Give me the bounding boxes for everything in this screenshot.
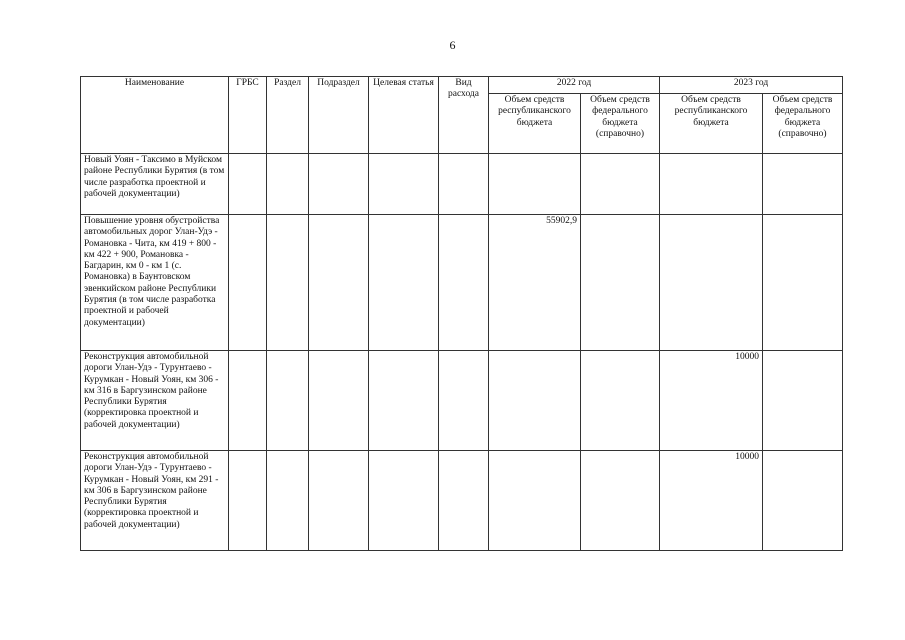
- cell-grbs: [229, 215, 267, 351]
- cell-2022-republic: [489, 451, 581, 551]
- table-row: [81, 351, 843, 451]
- cell-2023-federal: [763, 154, 843, 215]
- page-number: 6: [449, 38, 456, 52]
- header-2022-republic-funds: Объем средств республиканского бюджета: [489, 94, 581, 154]
- cell-target-article: [369, 451, 439, 551]
- header-subsection: Подраздел: [309, 77, 369, 154]
- cell-section: [267, 154, 309, 215]
- cell-2022-republic: [489, 154, 581, 215]
- row-name: Реконструкция автомобильной дороги Улан-Удэ - Турунтаево - Курумкан - Новый Уоян, км 291 - км 306 в Баргузинском районе Республики Бурятия (корректировка проектной и рабочей документации): [81, 451, 229, 551]
- header-2022-federal-funds: Объем средств федерального бюджета (справочно): [581, 94, 660, 154]
- cell-expense-type: [439, 154, 489, 215]
- cell-section: [267, 451, 309, 551]
- cell-2023-federal: [763, 215, 843, 351]
- cell-2023-federal: [763, 351, 843, 451]
- header-section: Раздел: [267, 77, 309, 154]
- cell-target-article: [369, 154, 439, 215]
- cell-target-article: [369, 215, 439, 351]
- cell-subsection: [309, 351, 369, 451]
- cell-2023-republic: 10000: [660, 351, 763, 451]
- row-name: Повышение уровня обустройства автомобильных дорог Улан-Удэ - Романовка - Чита, км 419 + 800 - км 422 + 900, Романовка - Багдарин, км 0 - км 1 (с. Романовка) в Баунтовском эвенкийском районе Республики Бурятия (в том числе разработка проектной и рабочей документации): [81, 215, 229, 351]
- header-2023-republic-funds: Объем средств республиканского бюджета: [660, 94, 763, 154]
- row-name: Реконструкция автомобильной дороги Улан-Удэ - Турунтаево - Курумкан - Новый Уоян, км 306 - км 316 в Баргузинском районе Республики Бурятия (корректировка проектной и рабочей документации): [81, 351, 229, 451]
- cell-expense-type: [439, 451, 489, 551]
- cell-subsection: [309, 215, 369, 351]
- cell-2023-republic: [660, 215, 763, 351]
- cell-expense-type: [439, 215, 489, 351]
- cell-expense-type: [439, 351, 489, 451]
- budget-table: [80, 76, 843, 551]
- cell-2022-federal: [581, 215, 660, 351]
- cell-subsection: [309, 154, 369, 215]
- table-row: [81, 154, 843, 215]
- header-year-2022: 2022 год: [489, 77, 660, 94]
- header-name: Наименование: [81, 77, 229, 154]
- header-year-2023: 2023 год: [660, 77, 843, 94]
- cell-2022-federal: [581, 351, 660, 451]
- cell-2022-federal: [581, 451, 660, 551]
- cell-2022-republic: [489, 351, 581, 451]
- cell-grbs: [229, 451, 267, 551]
- cell-2022-republic: 55902,9: [489, 215, 581, 351]
- cell-subsection: [309, 451, 369, 551]
- cell-target-article: [369, 351, 439, 451]
- cell-grbs: [229, 351, 267, 451]
- table-row: [81, 451, 843, 551]
- table-row: [81, 215, 843, 351]
- header-grbs: ГРБС: [229, 77, 267, 154]
- header-2023-federal-funds: Объем средств федерального бюджета (справочно): [763, 94, 843, 154]
- cell-2023-republic: 10000: [660, 451, 763, 551]
- cell-2023-federal: [763, 451, 843, 551]
- cell-section: [267, 215, 309, 351]
- cell-2023-republic: [660, 154, 763, 215]
- cell-grbs: [229, 154, 267, 215]
- header-target-article: Целевая статья: [369, 77, 439, 154]
- cell-section: [267, 351, 309, 451]
- row-name: Новый Уоян - Таксимо в Муйском районе Республики Бурятия (в том числе разработка проектной и рабочей документации): [81, 154, 229, 215]
- header-expense-type: Вид расхода: [439, 77, 489, 154]
- cell-2022-federal: [581, 154, 660, 215]
